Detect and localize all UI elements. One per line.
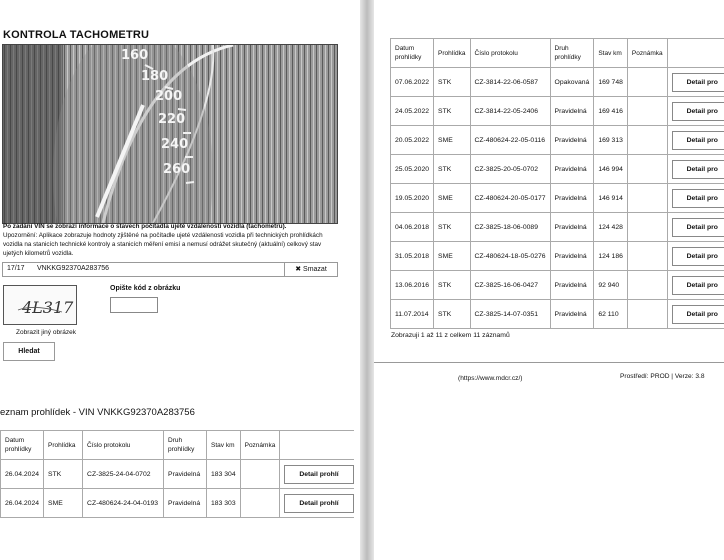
cell-kind: Pravidelná xyxy=(164,460,207,489)
detail-button[interactable]: Detail pro xyxy=(672,102,724,121)
table-header-row xyxy=(391,39,724,68)
records-summary: Zobrazuji 1 až 11 z celkem 11 záznamů xyxy=(391,332,510,339)
table-row xyxy=(391,213,724,242)
table-row xyxy=(391,242,724,271)
cell-type: SME xyxy=(44,489,83,518)
cell-type: STK xyxy=(434,300,470,329)
footer-environment: Prostředí: PROD | Verze: 3.8 xyxy=(620,373,705,380)
cell-date: 19.05.2020 xyxy=(391,184,434,213)
col-type: Prohlídka xyxy=(434,39,470,68)
col-protocol: Číslo protokolu xyxy=(470,39,550,68)
cell-note xyxy=(240,489,280,518)
right-page xyxy=(374,0,724,560)
footer-link[interactable]: (https://www.mdcr.cz/) xyxy=(458,375,523,382)
cell-kind: Pravidelná xyxy=(550,184,594,213)
cell-note xyxy=(627,68,667,97)
search-button[interactable]: Hledat xyxy=(3,342,55,361)
cell-protocol: CZ-3825-20-05-0702 xyxy=(470,155,550,184)
col-date: Datum prohlídky xyxy=(1,431,44,460)
cell-date: 07.06.2022 xyxy=(391,68,434,97)
cell-km: 124 186 xyxy=(594,242,628,271)
vin-char-counter: 17/17 xyxy=(7,265,25,272)
cell-note xyxy=(627,184,667,213)
detail-button[interactable]: Detail prohlí xyxy=(284,494,353,513)
cell-kind: Pravidelná xyxy=(550,271,594,300)
captcha-label: Opište kód z obrázku xyxy=(110,285,181,292)
cell-kind: Pravidelná xyxy=(550,242,594,271)
cell-type: STK xyxy=(434,271,470,300)
cell-date: 31.05.2018 xyxy=(391,242,434,271)
left-page xyxy=(0,0,360,560)
cell-type: STK xyxy=(434,213,470,242)
cell-type: STK xyxy=(434,97,470,126)
cell-date: 25.05.2020 xyxy=(391,155,434,184)
col-type: Prohlídka xyxy=(44,431,83,460)
cell-protocol: CZ-480624-18-05-0276 xyxy=(470,242,550,271)
cell-kind: Pravidelná xyxy=(550,155,594,184)
cell-km: 92 940 xyxy=(594,271,628,300)
cell-kind: Pravidelná xyxy=(550,97,594,126)
cell-protocol: CZ-3825-14-07-0351 xyxy=(470,300,550,329)
gauge-number: 200 xyxy=(155,89,183,104)
col-kind: Druh prohlídky xyxy=(164,431,207,460)
detail-button[interactable]: Detail pro xyxy=(672,160,724,179)
cell-note xyxy=(627,213,667,242)
col-date: Datum prohlídky xyxy=(391,39,434,68)
gauge-number: 240 xyxy=(161,137,189,152)
cell-protocol: CZ-3814-22-05-2406 xyxy=(470,97,550,126)
cell-date: 13.06.2016 xyxy=(391,271,434,300)
detail-button[interactable]: Detail prohlí xyxy=(284,465,353,484)
col-action xyxy=(667,39,724,68)
table-row xyxy=(391,97,724,126)
vin-input-value[interactable]: VNKKG92370A283756 xyxy=(37,265,109,272)
cell-date: 24.05.2022 xyxy=(391,97,434,126)
captcha-input[interactable] xyxy=(110,297,158,313)
table-header-row xyxy=(1,431,354,460)
captcha-text: 4L317 xyxy=(22,298,74,317)
detail-button[interactable]: Detail pro xyxy=(672,189,724,208)
detail-button[interactable]: Detail pro xyxy=(672,218,724,237)
detail-button[interactable]: Detail pro xyxy=(672,73,724,92)
cell-protocol: CZ-480624-24-04-0193 xyxy=(83,489,164,518)
detail-button[interactable]: Detail pro xyxy=(672,276,724,295)
inspection-table xyxy=(0,430,354,518)
cell-km: 169 748 xyxy=(594,68,628,97)
cell-note xyxy=(627,271,667,300)
col-protocol: Číslo protokolu xyxy=(83,431,164,460)
cell-protocol: CZ-480624-22-05-0116 xyxy=(470,126,550,155)
cell-km: 124 428 xyxy=(594,213,628,242)
cell-type: STK xyxy=(434,68,470,97)
cell-protocol: CZ-3814-22-06-0587 xyxy=(470,68,550,97)
cell-type: SME xyxy=(434,126,470,155)
speedometer-image xyxy=(2,44,338,224)
vin-field[interactable] xyxy=(2,262,338,277)
cell-note xyxy=(627,155,667,184)
cell-protocol: CZ-3825-16-06-0427 xyxy=(470,271,550,300)
table-row xyxy=(1,460,354,489)
detail-button[interactable]: Detail pro xyxy=(672,247,724,266)
clear-vin-button[interactable]: ✖ Smazat xyxy=(284,263,337,276)
inspection-table-continued xyxy=(390,38,724,329)
detail-button[interactable]: Detail pro xyxy=(672,131,724,150)
cell-type: STK xyxy=(44,460,83,489)
vin-info-note xyxy=(3,222,333,258)
col-action xyxy=(280,431,354,460)
cell-km: 169 416 xyxy=(594,97,628,126)
cell-note xyxy=(627,126,667,155)
col-km: Stav km xyxy=(594,39,628,68)
cell-date: 26.04.2024 xyxy=(1,489,44,518)
col-note: Poznámka xyxy=(627,39,667,68)
cell-date: 26.04.2024 xyxy=(1,460,44,489)
page-gutter xyxy=(360,0,374,560)
gauge-number: 160 xyxy=(121,48,149,63)
cell-km: 169 313 xyxy=(594,126,628,155)
cell-type: SME xyxy=(434,242,470,271)
cell-note xyxy=(627,97,667,126)
cell-note xyxy=(627,300,667,329)
gauge-number: 260 xyxy=(163,162,191,177)
note-text: Upozornění: Aplikace zobrazuje hodnoty zjištěné na počítadle ujeté vzdálenosti vozidla při technických prohlídkách vozidla na stanicích technické kontroly a stanicích měření emisí a nemusí odrážet skutečný (aktuální) celkový stav ujetých kilometrů vozidla. xyxy=(3,232,323,257)
table-row xyxy=(391,126,724,155)
detail-button[interactable]: Detail pro xyxy=(672,305,724,324)
note-bold: Po zadání VIN se zobrazí informace o stavech počítadla ujeté vzdálenosti vozidla (tachometru). xyxy=(3,223,287,230)
gauge-number: 180 xyxy=(141,69,169,84)
col-kind: Druh prohlídky xyxy=(550,39,594,68)
cell-note xyxy=(240,460,280,489)
cell-note xyxy=(627,242,667,271)
table-row xyxy=(391,184,724,213)
inspection-list-heading: eznam prohlídek - VIN VNKKG92370A283756 xyxy=(0,407,195,418)
cell-kind: Pravidelná xyxy=(550,300,594,329)
col-note: Poznámka xyxy=(240,431,280,460)
cell-km: 62 110 xyxy=(594,300,628,329)
cell-kind: Pravidelná xyxy=(550,213,594,242)
cell-date: 11.07.2014 xyxy=(391,300,434,329)
cell-km: 183 303 xyxy=(207,489,241,518)
cell-date: 20.05.2022 xyxy=(391,126,434,155)
cell-protocol: CZ-480624-20-05-0177 xyxy=(470,184,550,213)
cell-type: STK xyxy=(434,155,470,184)
table-row xyxy=(1,489,354,518)
cell-protocol: CZ-3825-18-06-0089 xyxy=(470,213,550,242)
cell-type: SME xyxy=(434,184,470,213)
cell-kind: Pravidelná xyxy=(164,489,207,518)
table-row xyxy=(391,300,724,329)
footer-divider xyxy=(374,362,724,363)
table-row xyxy=(391,68,724,97)
cell-km: 146 994 xyxy=(594,155,628,184)
captcha-image xyxy=(3,285,77,325)
gauge-number: 220 xyxy=(158,112,186,127)
page-title: KONTROLA TACHOMETRU xyxy=(3,29,150,41)
cell-kind: Pravidelná xyxy=(550,126,594,155)
col-km: Stav km xyxy=(207,431,241,460)
cell-km: 146 914 xyxy=(594,184,628,213)
table-row xyxy=(391,271,724,300)
cell-kind: Opakovaná xyxy=(550,68,594,97)
table-row xyxy=(391,155,724,184)
cell-protocol: CZ-3825-24-04-0702 xyxy=(83,460,164,489)
cell-date: 04.06.2018 xyxy=(391,213,434,242)
cell-km: 183 304 xyxy=(207,460,241,489)
reload-captcha-link[interactable]: Zobrazit jiný obrázek xyxy=(16,329,76,336)
